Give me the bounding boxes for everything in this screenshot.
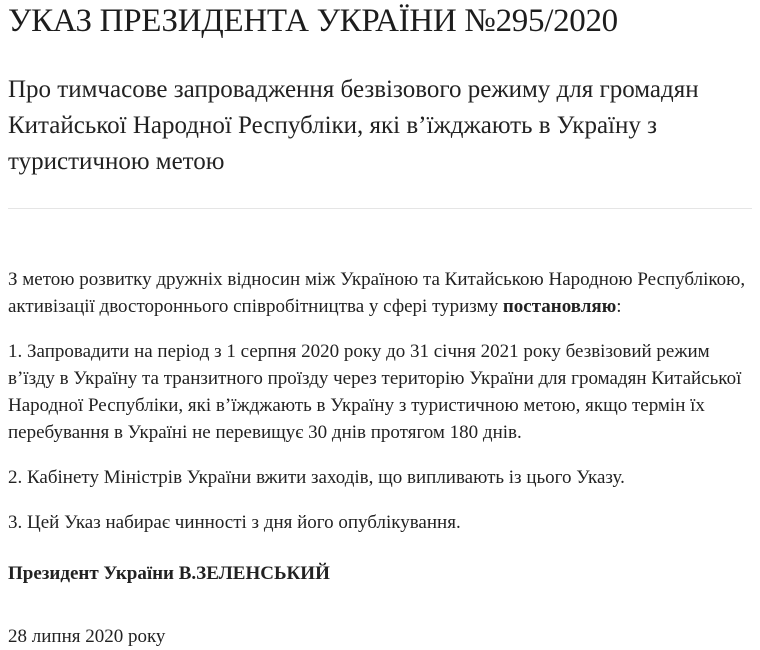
decree-subtitle: Про тимчасове запровадження безвізового режиму для громадян Китайської Народної Республіки, які в’їжджають в Україну з туристичною метою bbox=[8, 75, 699, 175]
decree-paragraph-3: 3. Цей Указ набирає чинності з дня його опублікування. bbox=[8, 511, 461, 533]
page-title: УКАЗ ПРЕЗИДЕНТА УКРАЇНИ №295/2020 bbox=[8, 3, 618, 39]
decree-paragraph-2: 2. Кабінету Міністрів України вжити заходів, що випливають із цього Указу. bbox=[8, 466, 625, 488]
intro-colon: : bbox=[616, 295, 622, 317]
divider bbox=[8, 208, 752, 209]
intro-text: З метою розвитку дружніх відносин між Україною та Китайською Народною Республікою, активізації двостороннього співробітництва у сфері туризму bbox=[8, 268, 746, 317]
decree-body bbox=[8, 266, 752, 650]
signature-line: Президент України В.ЗЕЛЕНСЬКИЙ bbox=[8, 562, 330, 584]
decree-paragraph-1: 1. Запровадити на період з 1 серпня 2020 року до 31 січня 2021 року безвізовий режим в’їзду в Україну та транзитного проїзду через територію України для громадян Китайської Народної Республіки, які в’їжджають в Україну з туристичною метою, якщо термін їх перебування в Україні не перевищує 30 днів протягом 180 днів. bbox=[8, 340, 742, 443]
decree-date: 28 липня 2020 року bbox=[8, 625, 166, 647]
intro-paragraph bbox=[8, 266, 752, 320]
intro-bold-word: постановляю bbox=[502, 295, 617, 317]
